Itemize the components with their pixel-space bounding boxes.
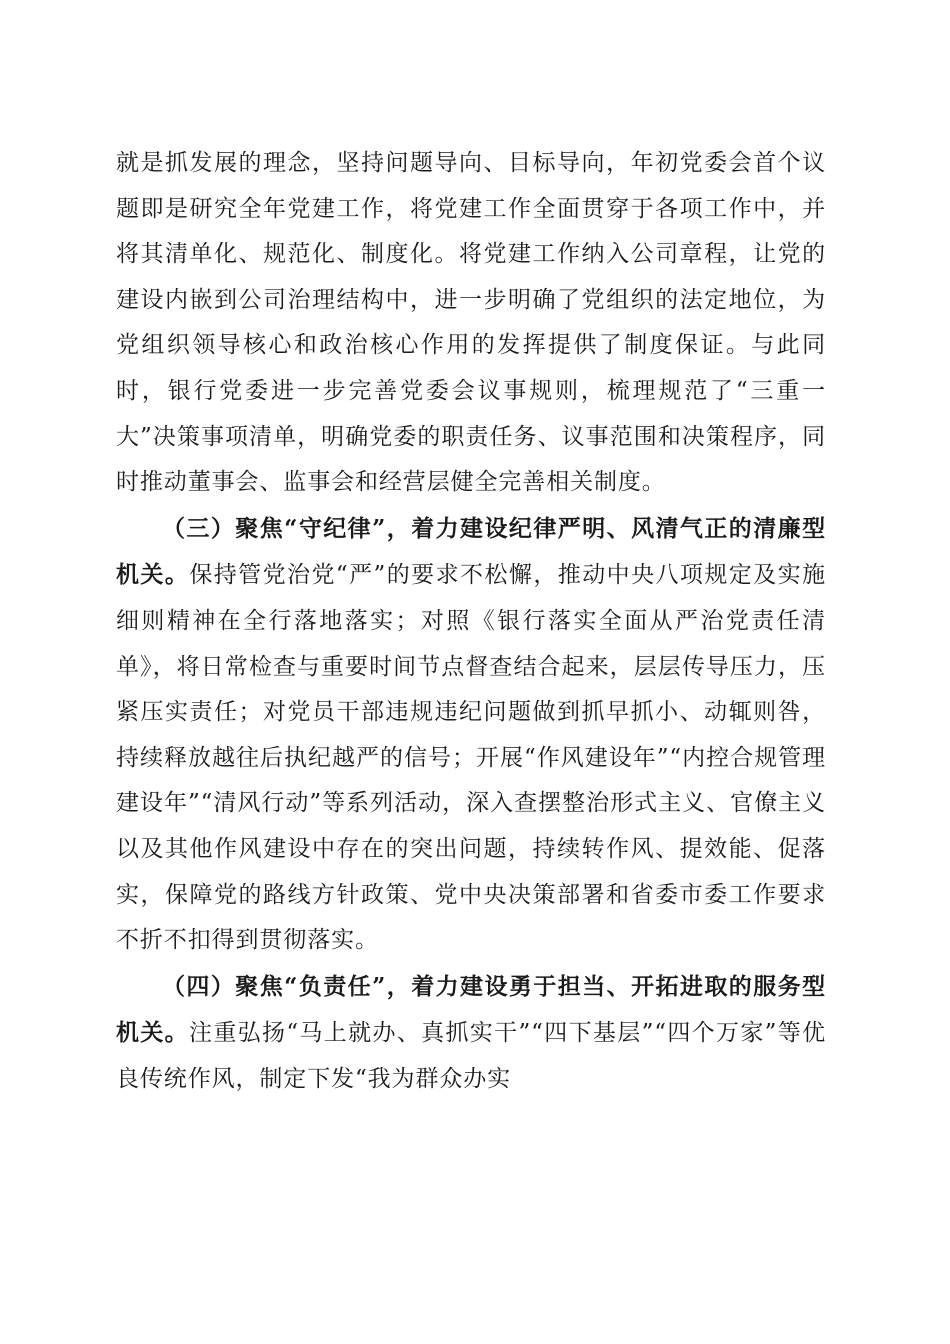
paragraph-text: 注重弘扬“马上就办、真抓实干”“四下基层”“四个万家”等优良传统作风，制定下发“我为群众办实 bbox=[116, 1020, 826, 1092]
paragraph-text: 保持管党治党“严”的要求不松懈，推动中央八项规定及实施细则精神在全行落地落实；对照《银行落实全面从严治党责任清单》，将日常检查与重要时间节点督查结合起来，层层传导压力，压紧压实责任；对党员干部违规违纪问题做到抓早抓小、动辄则咎，持续释放越往后执纪越严的信号；开展“作风建设年”“内控合规管理建设年”“清风行动”等系列活动，深入查摆整治形式主义、官僚主义以及其他作风建设中存在的突出问题，持续转作风、提效能、促落实，保障党的路线方针政策、党中央决策部署和省委市委工作要求不折不扣得到贯彻落实。 bbox=[116, 562, 826, 954]
paragraph-text: 就是抓发展的理念，坚持问题导向、目标导向，年初党委会首个议题即是研究全年党建工作，将党建工作全面贯穿于各项工作中，并将其清单化、规范化、制度化。将党建工作纳入公司章程，让党的建设内嵌到公司治理结构中，进一步明确了党组织的法定地位，为党组织领导核心和政治核心作用的发挥提供了制度保证。与此同时，银行党委进一步完善党委会议事规则，梳理规范了“三重一大”决策事项清单，明确党委的职责任务、议事范围和决策程序，同时推动董事会、监事会和经营层健全完善相关制度。 bbox=[116, 150, 826, 496]
body-text bbox=[116, 141, 826, 1102]
paragraph-section-four bbox=[116, 964, 826, 1103]
section-heading-three: （三）聚焦“守纪律”，着力建设纪律严明、风清气正的清廉型机关。 bbox=[116, 514, 826, 589]
paragraph-continuation bbox=[116, 141, 826, 506]
paragraph-section-three bbox=[116, 506, 826, 964]
section-heading-four: （四）聚焦“负责任”，着力建设勇于担当、开拓进取的服务型机关。 bbox=[116, 972, 826, 1047]
